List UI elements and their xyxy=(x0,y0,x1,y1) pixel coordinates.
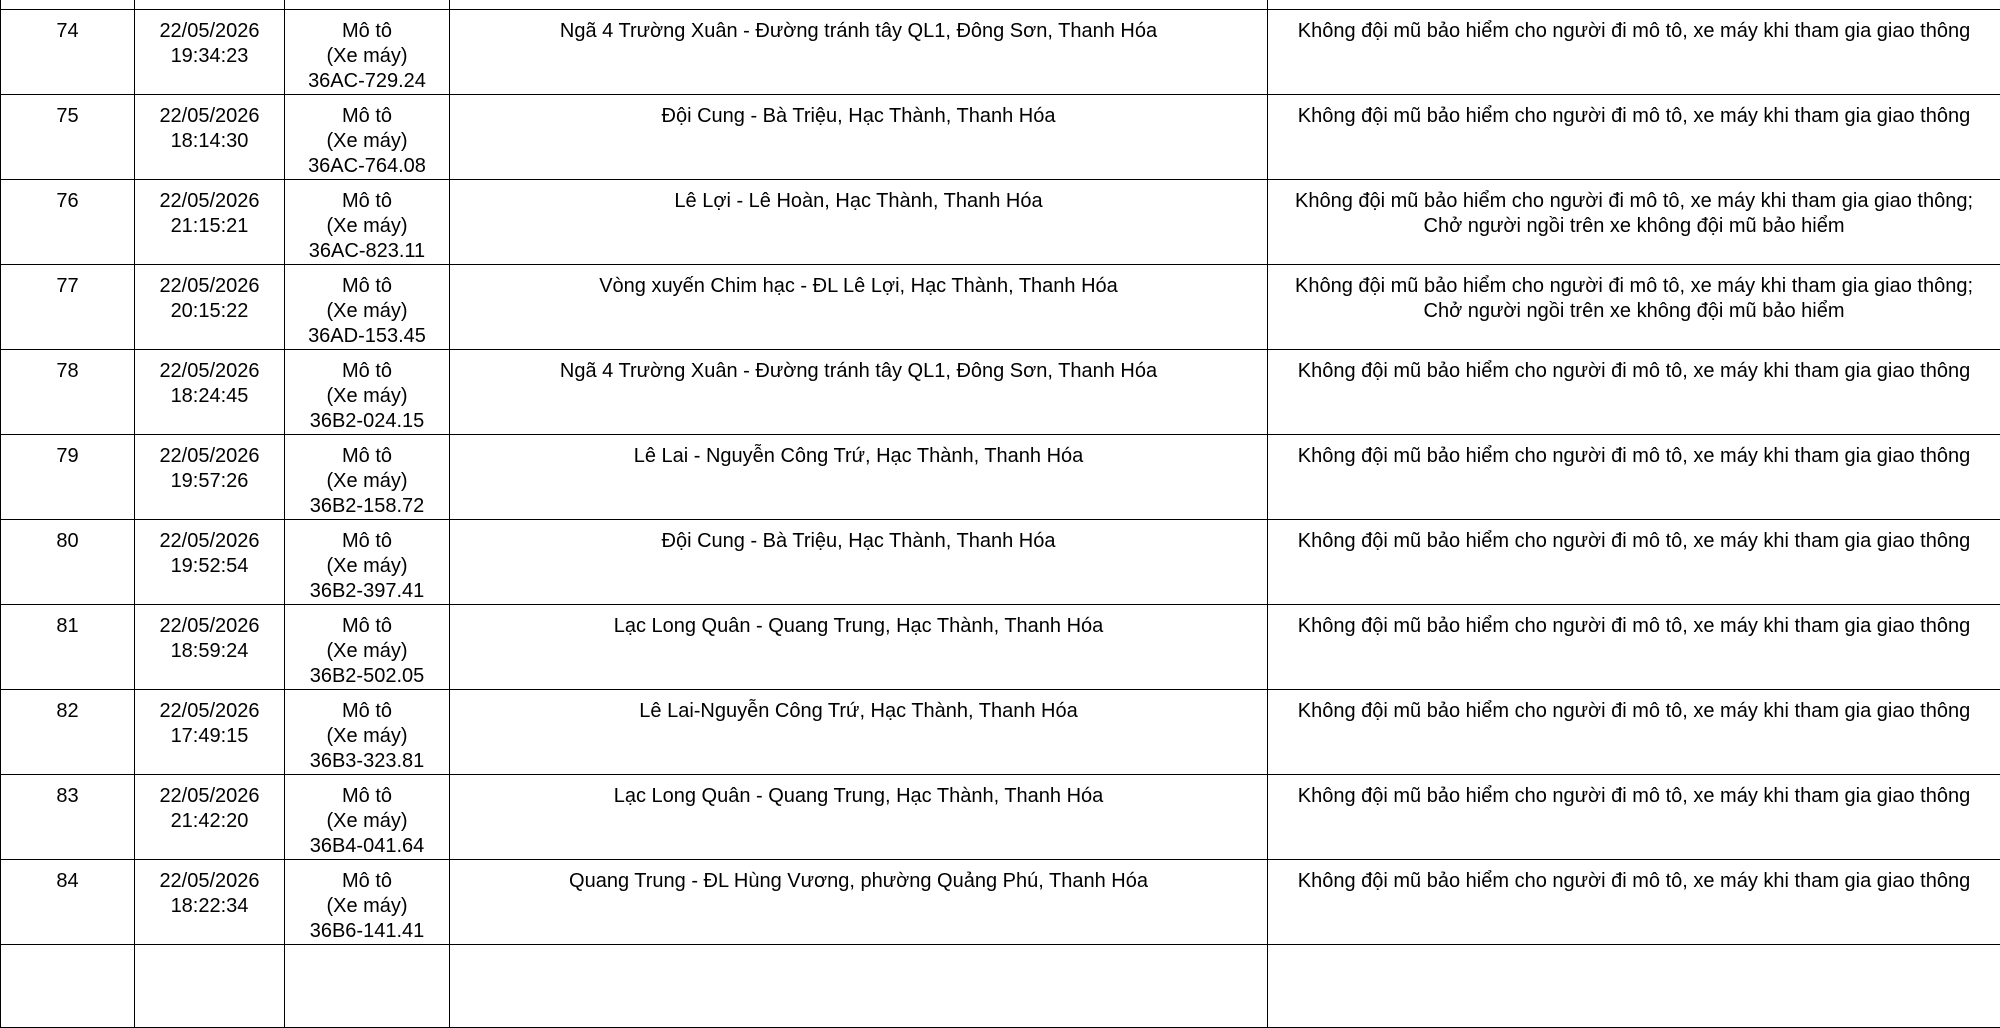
vehicle-type: Mô tô xyxy=(289,869,445,894)
vehicle-subtype: (Xe máy) xyxy=(289,894,445,919)
violation-text: Không đội mũ bảo hiểm cho người đi mô tô, xe máy khi tham gia giao thông xyxy=(1270,784,1998,809)
vehicle-type: Mô tô xyxy=(289,699,445,724)
cell-stt xyxy=(1,435,135,520)
cell-violation xyxy=(1268,605,2000,690)
violation-time: 20:15:22 xyxy=(139,299,280,324)
cell-datetime xyxy=(135,180,285,265)
violation-location: Đội Cung - Bà Triệu, Hạc Thành, Thanh Hóa xyxy=(662,530,1056,552)
cell-stt xyxy=(1,10,135,95)
cell-vehicle xyxy=(285,775,450,860)
row-number: 82 xyxy=(56,700,78,722)
violation-date: 22/05/2026 xyxy=(139,784,280,809)
cell-vehicle xyxy=(285,10,450,95)
cell-violation xyxy=(1268,860,2000,945)
violation-text: Chở người ngồi trên xe không đội mũ bảo hiểm xyxy=(1270,299,1998,324)
violation-location: Lạc Long Quân - Quang Trung, Hạc Thành, Thanh Hóa xyxy=(614,785,1104,807)
violation-time: 18:22:34 xyxy=(139,894,280,919)
cell-vehicle xyxy=(285,945,450,1028)
violation-table-body xyxy=(1,0,2000,1028)
cell-violation xyxy=(1268,265,2000,350)
cell-location xyxy=(450,0,1268,10)
violation-time: 17:49:15 xyxy=(139,724,280,749)
cell-datetime xyxy=(135,690,285,775)
row-number: 76 xyxy=(56,190,78,212)
cell-vehicle xyxy=(285,860,450,945)
violation-date: 22/05/2026 xyxy=(139,444,280,469)
row-number: 81 xyxy=(56,615,78,637)
cell-stt xyxy=(1,605,135,690)
vehicle-subtype: (Xe máy) xyxy=(289,554,445,579)
cell-datetime xyxy=(135,605,285,690)
violation-time: 21:42:20 xyxy=(139,809,280,834)
cell-violation xyxy=(1268,775,2000,860)
violation-location: Lê Lai - Nguyễn Công Trứ, Hạc Thành, Thanh Hóa xyxy=(634,445,1084,467)
violation-date: 22/05/2026 xyxy=(139,274,280,299)
row-number: 74 xyxy=(56,20,78,42)
vehicle-subtype: (Xe máy) xyxy=(289,469,445,494)
row-number: 75 xyxy=(56,105,78,127)
cell-location xyxy=(450,860,1268,945)
cell-violation xyxy=(1268,0,2000,10)
table-row xyxy=(1,775,2000,860)
violation-text: Không đội mũ bảo hiểm cho người đi mô tô, xe máy khi tham gia giao thông xyxy=(1270,444,1998,469)
license-plate: 36AC-823.11 xyxy=(289,239,445,264)
violation-time: 18:24:45 xyxy=(139,384,280,409)
table-row xyxy=(1,10,2000,95)
violation-date: 22/05/2026 xyxy=(139,189,280,214)
vehicle-type: Mô tô xyxy=(289,189,445,214)
cell-location xyxy=(450,775,1268,860)
violation-date: 22/05/2026 xyxy=(139,869,280,894)
table-row xyxy=(1,95,2000,180)
violation-date: 22/05/2026 xyxy=(139,529,280,554)
cell-datetime xyxy=(135,435,285,520)
cell-location xyxy=(450,690,1268,775)
cell-datetime xyxy=(135,350,285,435)
cell-location xyxy=(450,435,1268,520)
vehicle-subtype: (Xe máy) xyxy=(289,299,445,324)
violation-text: Không đội mũ bảo hiểm cho người đi mô tô, xe máy khi tham gia giao thông xyxy=(1270,699,1998,724)
vehicle-subtype: (Xe máy) xyxy=(289,214,445,239)
vehicle-type: Mô tô xyxy=(289,529,445,554)
violation-time: 18:59:24 xyxy=(139,639,280,664)
violation-date: 22/05/2026 xyxy=(139,359,280,384)
violation-text: Không đội mũ bảo hiểm cho người đi mô tô, xe máy khi tham gia giao thông xyxy=(1270,19,1998,44)
vehicle-subtype: (Xe máy) xyxy=(289,384,445,409)
violation-date: 22/05/2026 xyxy=(139,614,280,639)
cell-stt xyxy=(1,180,135,265)
cell-vehicle xyxy=(285,520,450,605)
license-plate: 36B6-141.41 xyxy=(289,919,445,944)
cell-stt xyxy=(1,95,135,180)
table-row xyxy=(1,0,2000,10)
cell-violation xyxy=(1268,435,2000,520)
row-number: 79 xyxy=(56,445,78,467)
violation-text: Chở người ngồi trên xe không đội mũ bảo hiểm xyxy=(1270,214,1998,239)
cell-location xyxy=(450,95,1268,180)
vehicle-type: Mô tô xyxy=(289,444,445,469)
row-number: 80 xyxy=(56,530,78,552)
license-plate: 36B3-323.81 xyxy=(289,749,445,774)
violation-location: Quang Trung - ĐL Hùng Vương, phường Quảng Phú, Thanh Hóa xyxy=(569,870,1148,892)
cell-location xyxy=(450,520,1268,605)
violation-text: Không đội mũ bảo hiểm cho người đi mô tô, xe máy khi tham gia giao thông xyxy=(1270,529,1998,554)
cell-datetime xyxy=(135,0,285,10)
row-number: 78 xyxy=(56,360,78,382)
table-row xyxy=(1,265,2000,350)
cell-datetime xyxy=(135,10,285,95)
table-row xyxy=(1,860,2000,945)
cell-stt xyxy=(1,350,135,435)
cell-violation xyxy=(1268,10,2000,95)
cell-stt xyxy=(1,775,135,860)
vehicle-type: Mô tô xyxy=(289,19,445,44)
vehicle-type: Mô tô xyxy=(289,104,445,129)
violation-date: 22/05/2026 xyxy=(139,104,280,129)
violation-text: Không đội mũ bảo hiểm cho người đi mô tô, xe máy khi tham gia giao thông xyxy=(1270,104,1998,129)
violation-text: Không đội mũ bảo hiểm cho người đi mô tô, xe máy khi tham gia giao thông; xyxy=(1270,274,1998,299)
violation-location: Ngã 4 Trường Xuân - Đường tránh tây QL1, Đông Sơn, Thanh Hóa xyxy=(560,360,1157,382)
license-plate: 36B2-502.05 xyxy=(289,664,445,689)
vehicle-subtype: (Xe máy) xyxy=(289,809,445,834)
vehicle-type: Mô tô xyxy=(289,274,445,299)
row-number: 83 xyxy=(56,785,78,807)
cell-violation xyxy=(1268,945,2000,1028)
cell-stt xyxy=(1,265,135,350)
cell-vehicle xyxy=(285,95,450,180)
cell-vehicle xyxy=(285,690,450,775)
cell-datetime xyxy=(135,775,285,860)
cell-datetime xyxy=(135,520,285,605)
row-number: 77 xyxy=(56,275,78,297)
vehicle-subtype: (Xe máy) xyxy=(289,639,445,664)
license-plate: 36AD-153.45 xyxy=(289,324,445,349)
violation-location: Đội Cung - Bà Triệu, Hạc Thành, Thanh Hóa xyxy=(662,105,1056,127)
license-plate: 36B2-397.41 xyxy=(289,579,445,604)
vehicle-subtype: (Xe máy) xyxy=(289,724,445,749)
cell-violation xyxy=(1268,350,2000,435)
violation-location: Lê Lợi - Lê Hoàn, Hạc Thành, Thanh Hóa xyxy=(674,190,1042,212)
violation-time: 19:34:23 xyxy=(139,44,280,69)
violation-location: Vòng xuyến Chim hạc - ĐL Lê Lợi, Hạc Thành, Thanh Hóa xyxy=(599,275,1118,297)
row-number: 84 xyxy=(56,870,78,892)
vehicle-type: Mô tô xyxy=(289,359,445,384)
violation-text: Không đội mũ bảo hiểm cho người đi mô tô, xe máy khi tham gia giao thông; xyxy=(1270,189,1998,214)
license-plate: 36B2-024.15 xyxy=(289,409,445,434)
cell-location xyxy=(450,180,1268,265)
cell-vehicle xyxy=(285,350,450,435)
cell-violation xyxy=(1268,690,2000,775)
violation-time: 19:57:26 xyxy=(139,469,280,494)
cell-vehicle xyxy=(285,605,450,690)
license-plate: 36B4-041.64 xyxy=(289,834,445,859)
table-row xyxy=(1,945,2000,1028)
vehicle-subtype: (Xe máy) xyxy=(289,44,445,69)
cell-datetime xyxy=(135,95,285,180)
cell-vehicle xyxy=(285,435,450,520)
violation-text: Không đội mũ bảo hiểm cho người đi mô tô, xe máy khi tham gia giao thông xyxy=(1270,869,1998,894)
table-row xyxy=(1,350,2000,435)
cell-datetime xyxy=(135,945,285,1028)
cell-location xyxy=(450,605,1268,690)
violation-text: Không đội mũ bảo hiểm cho người đi mô tô, xe máy khi tham gia giao thông xyxy=(1270,614,1998,639)
vehicle-type: Mô tô xyxy=(289,784,445,809)
cell-location xyxy=(450,350,1268,435)
violation-date: 22/05/2026 xyxy=(139,699,280,724)
cell-stt xyxy=(1,860,135,945)
table-row xyxy=(1,690,2000,775)
cell-vehicle xyxy=(285,180,450,265)
violation-time: 19:52:54 xyxy=(139,554,280,579)
cell-stt xyxy=(1,0,135,10)
cell-location xyxy=(450,10,1268,95)
table-row xyxy=(1,435,2000,520)
cell-stt xyxy=(1,945,135,1028)
violation-location: Ngã 4 Trường Xuân - Đường tránh tây QL1, Đông Sơn, Thanh Hóa xyxy=(560,20,1157,42)
cell-vehicle xyxy=(285,265,450,350)
cell-stt xyxy=(1,690,135,775)
license-plate: 36AC-729.24 xyxy=(289,69,445,94)
cell-stt xyxy=(1,520,135,605)
cell-violation xyxy=(1268,95,2000,180)
violation-time: 21:15:21 xyxy=(139,214,280,239)
violation-time: 18:14:30 xyxy=(139,129,280,154)
table-row xyxy=(1,605,2000,690)
violation-location: Lê Lai-Nguyễn Công Trứ, Hạc Thành, Thanh Hóa xyxy=(639,700,1077,722)
violation-date: 22/05/2026 xyxy=(139,19,280,44)
table-row xyxy=(1,520,2000,605)
license-plate: 36AC-764.08 xyxy=(289,154,445,179)
vehicle-subtype: (Xe máy) xyxy=(289,129,445,154)
cell-violation xyxy=(1268,520,2000,605)
violation-text: Không đội mũ bảo hiểm cho người đi mô tô, xe máy khi tham gia giao thông xyxy=(1270,359,1998,384)
cell-violation xyxy=(1268,180,2000,265)
cell-location xyxy=(450,265,1268,350)
cell-datetime xyxy=(135,860,285,945)
vehicle-type: Mô tô xyxy=(289,614,445,639)
cell-datetime xyxy=(135,265,285,350)
violation-location: Lạc Long Quân - Quang Trung, Hạc Thành, Thanh Hóa xyxy=(614,615,1104,637)
license-plate: 36B2-158.72 xyxy=(289,494,445,519)
table-row xyxy=(1,180,2000,265)
cell-vehicle xyxy=(285,0,450,10)
cell-location xyxy=(450,945,1268,1028)
